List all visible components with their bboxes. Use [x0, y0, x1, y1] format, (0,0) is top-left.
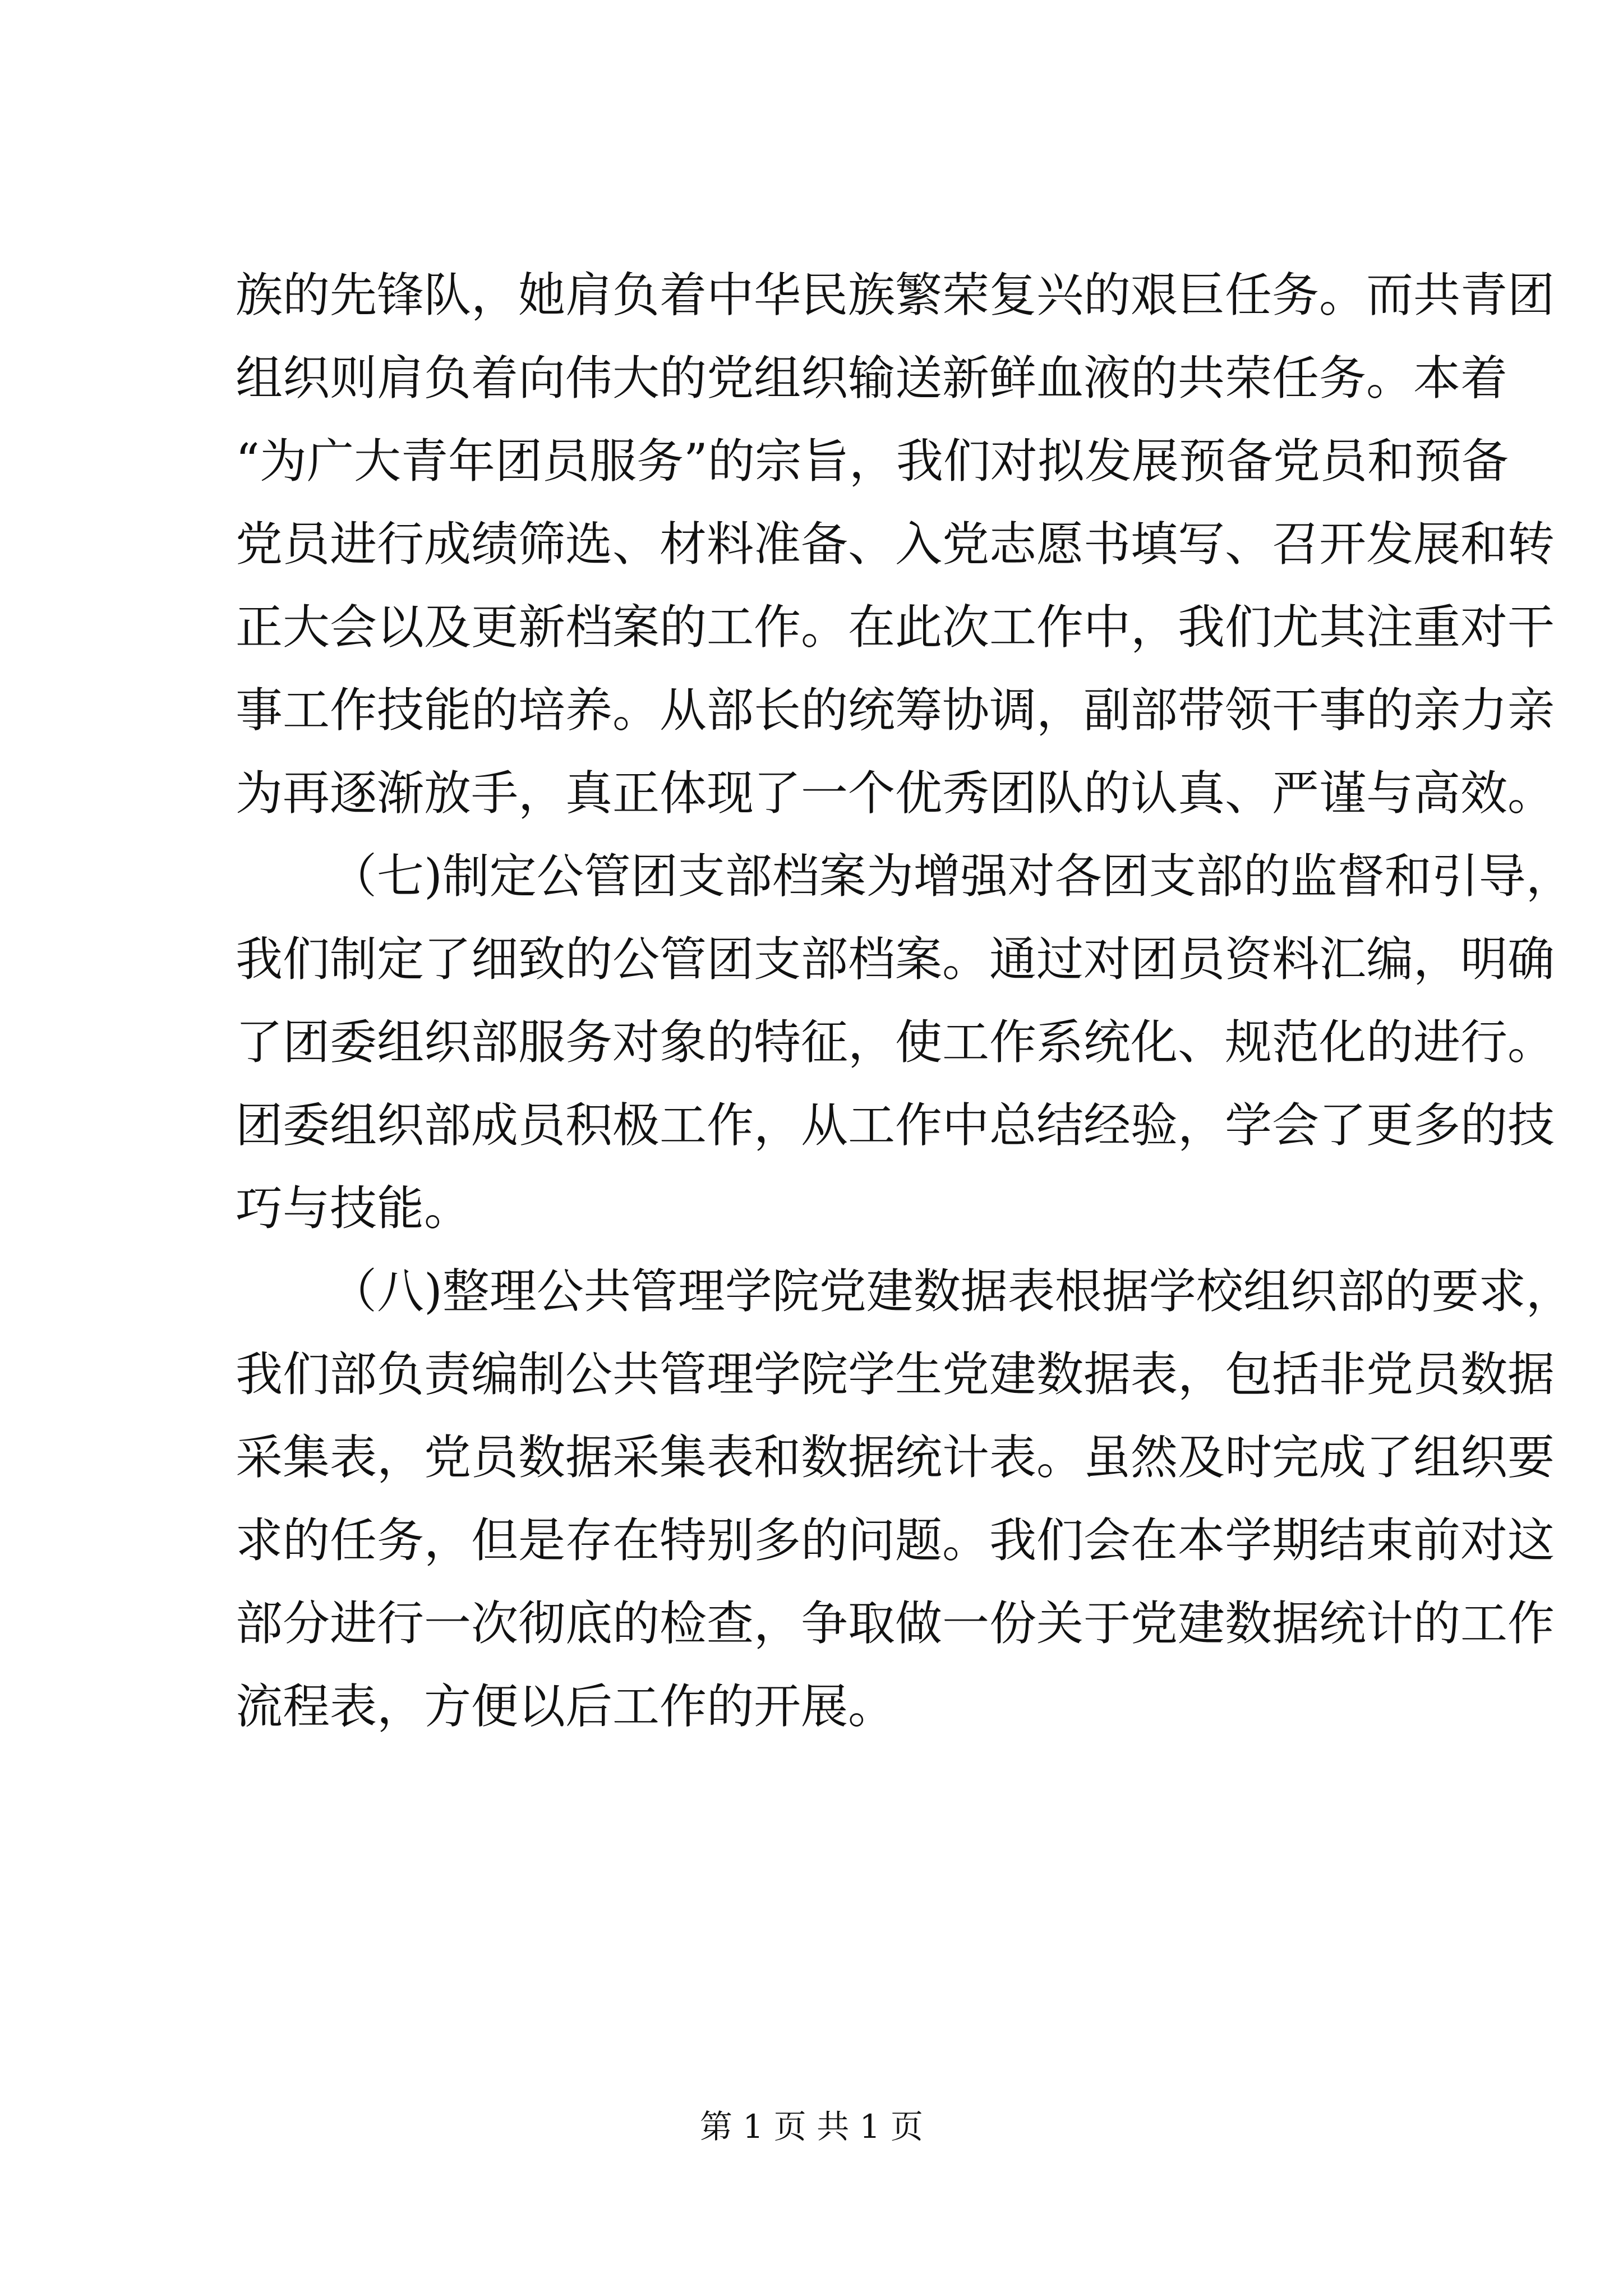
page-footer: 第 1 页 共 1 页: [700, 2108, 923, 2146]
text-line: 求的任务，但是存在特别多的问题。我们会在本学期结束前对这: [236, 1513, 1555, 1568]
text-line: 了团委组织部服务对象的特征，使工作系统化、规范化的进行。: [236, 1015, 1555, 1070]
text-line: （八)整理公共管理学院党建数据表根据学校组织部的要求，: [330, 1264, 1573, 1319]
text-line: 我们制定了细致的公管团支部档案。通过对团员资料汇编，明确: [236, 932, 1555, 987]
text-line: 正大会以及更新档案的工作。在此次工作中，我们尤其注重对干: [236, 600, 1555, 655]
text-line: （七)制定公管团支部档案为增强对各团支部的监督和引导，: [330, 849, 1573, 904]
text-line: 族的先锋队，她肩负着中华民族繁荣复兴的艰巨任务。而共青团: [236, 268, 1555, 323]
text-line: 我们部负责编制公共管理学院学生党建数据表，包括非党员数据: [236, 1347, 1555, 1402]
text-line: “为广大青年团员服务”的宗旨，我们对拟发展预备党员和预备: [236, 434, 1509, 489]
text-line: 流程表，方便以后工作的开展。: [236, 1679, 896, 1734]
text-line: 为再逐渐放手，真正体现了一个优秀团队的认真、严谨与高效。: [236, 766, 1555, 821]
text-line: 采集表，党员数据采集表和数据统计表。虽然及时完成了组织要: [236, 1430, 1555, 1485]
document-body: [236, 254, 1573, 1748]
text-line: 组织则肩负着向伟大的党组织输送新鲜血液的共荣任务。本着: [236, 351, 1508, 406]
text-line: 事工作技能的培养。从部长的统筹协调，副部带领干事的亲力亲: [236, 683, 1555, 738]
text-line: 巧与技能。: [236, 1181, 472, 1236]
text-line: 部分进行一次彻底的检查，争取做一份关于党建数据统计的工作: [236, 1596, 1555, 1651]
text-line: 党员进行成绩筛选、材料准备、入党志愿书填写、召开发展和转: [236, 517, 1555, 572]
text-line: 团委组织部成员积极工作，从工作中总结经验，学会了更多的技: [236, 1098, 1555, 1153]
